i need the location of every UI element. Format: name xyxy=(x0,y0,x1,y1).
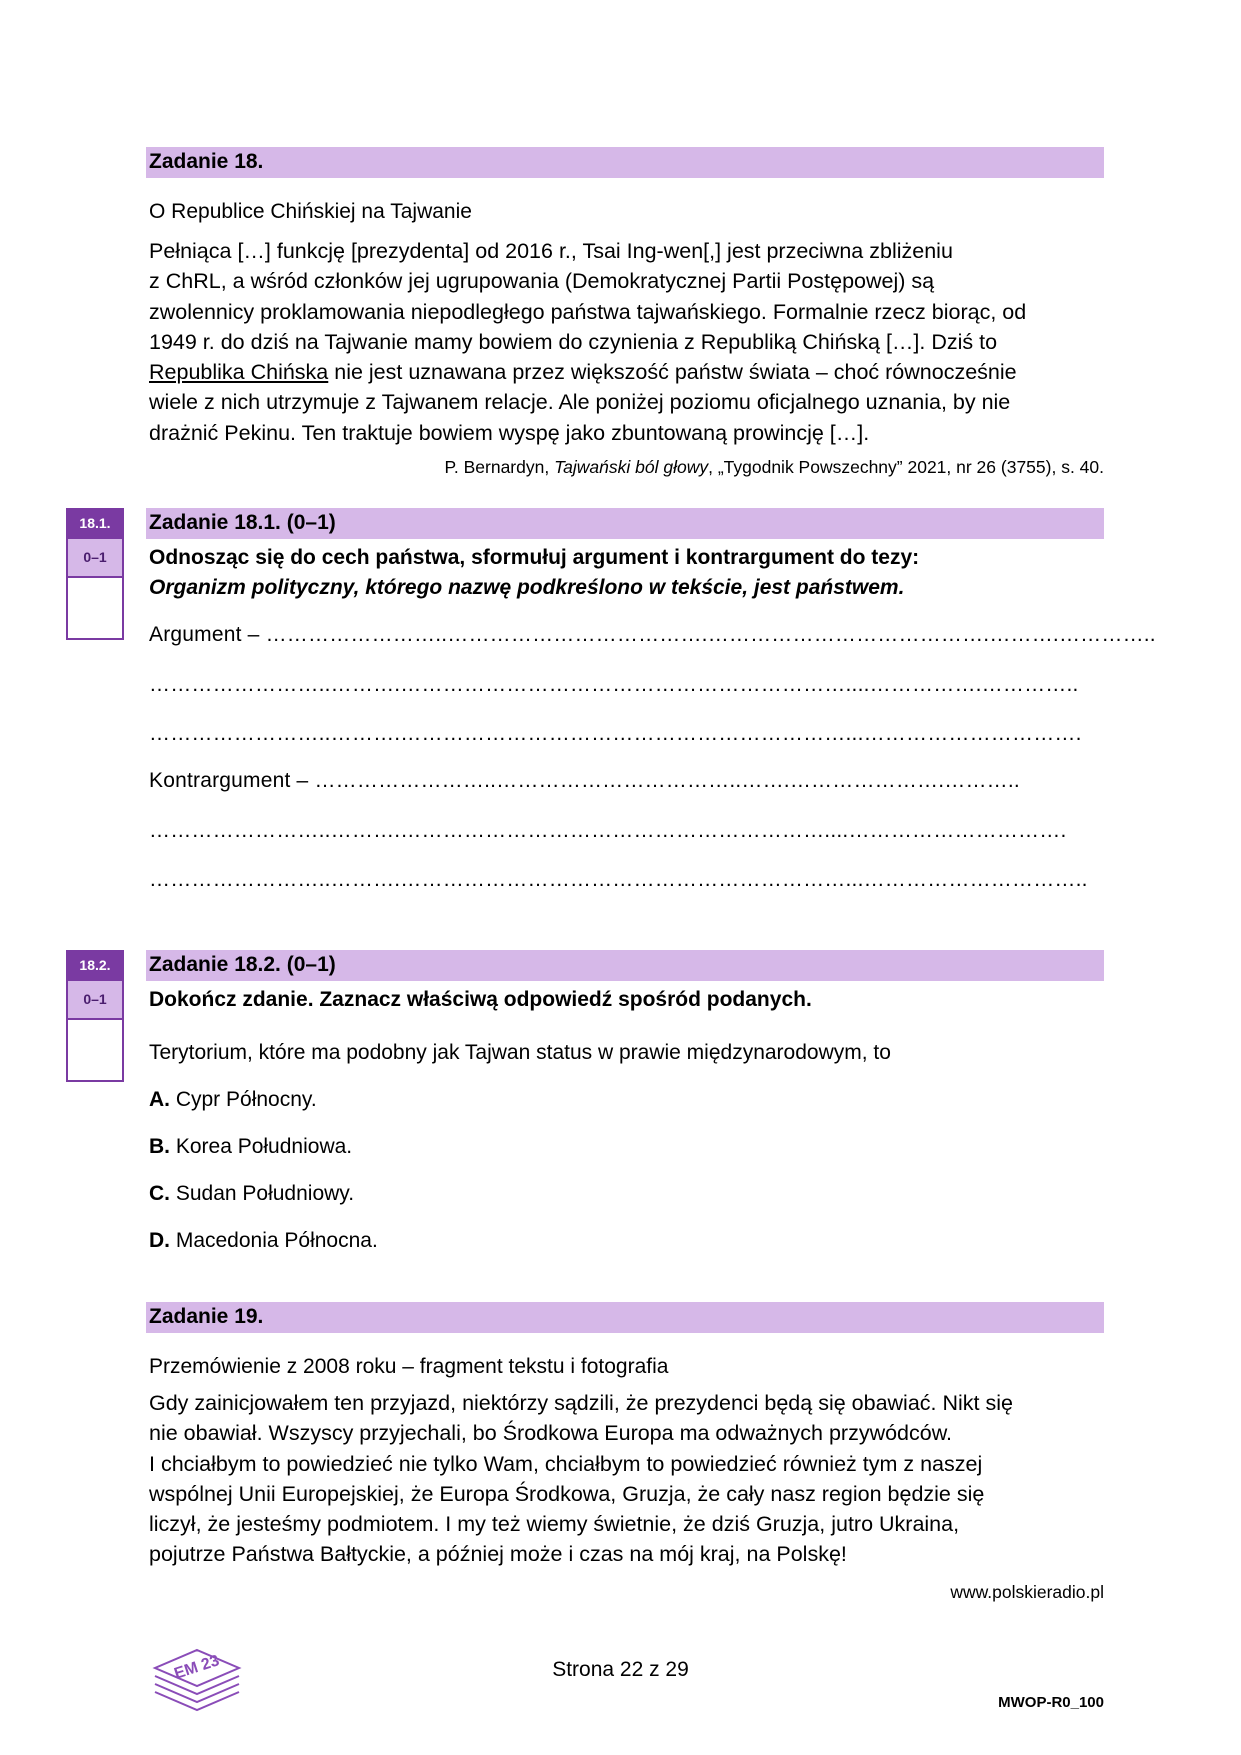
score-box-18-2 xyxy=(66,950,124,1082)
page-number: Strona 22 z 29 xyxy=(552,1658,689,1681)
text-line: 1949 r. do dziś na Tajwanie mamy bowiem do czynienia z Republiką Chińską […]. Dziś to xyxy=(149,329,998,354)
svg-text:EM 23: EM 23 xyxy=(172,1652,222,1683)
text-line: Republika Chińska nie jest uznawana przez większość państw świata – choć równocześnie xyxy=(149,360,1017,385)
score-field[interactable] xyxy=(68,1020,122,1080)
task19-source-title: Przemówienie z 2008 roku – fragment tekstu i fotografia xyxy=(149,1355,669,1378)
text-line: nie obawiał. Wszyscy przyjechali, bo Środkowa Europa ma odważnych przywódców. xyxy=(149,1421,953,1446)
option-d[interactable]: D. Macedonia Północna. xyxy=(149,1229,378,1252)
task18-2-question: Terytorium, które ma podobny jak Tajwan status w prawie międzynarodowym, to xyxy=(149,1041,891,1064)
score-box-18-1 xyxy=(66,508,124,640)
task18-1-title: Zadanie 18.1. (0–1) xyxy=(149,511,336,534)
document-code: MWOP-R0_100 xyxy=(998,1694,1104,1711)
task19-header-bar xyxy=(146,1302,1104,1333)
text-line: z ChRL, a wśród członków jej ugrupowania (Demokratycznej Partii Postępowej) są xyxy=(149,269,935,294)
option-a[interactable]: A. Cypr Północny. xyxy=(149,1088,317,1111)
text-line: drażnić Pekinu. Ten traktuje bowiem wyspę jako zbuntowaną prowincję […]. xyxy=(149,420,870,445)
text-line: zwolennicy proklamowania niepodległego państwa tajwańskiego. Formalnie rzecz biorąc, od xyxy=(149,299,1027,324)
task18-1-instruction: Odnosząc się do cech państwa, sformułuj argument i kontrargument do tezy: xyxy=(149,546,920,569)
answer-line[interactable]: ……………………..……….………………………………………………………....…………….………….. xyxy=(149,673,1079,696)
text-line: Gdy zainicjowałem ten przyjazd, niektórzy sądzili, że prezydenci będą się obawiać. Nikt się xyxy=(149,1391,1013,1415)
task18-1-thesis: Organizm polityczny, którego nazwę podkreślono w tekście, jest państwem. xyxy=(149,576,905,599)
answer-line[interactable]: ……………………..……….………………………………………………………...………………………….. xyxy=(149,868,1088,891)
counterargument-line[interactable]: Kontrargument – ……………………..……………………………..…….………………….……….. xyxy=(149,769,1020,792)
task19-source-text xyxy=(149,1388,1109,1570)
task18-2-instruction: Dokończ zdanie. Zaznacz właściwą odpowiedź spośród podanych. xyxy=(149,988,812,1011)
score-points: 0–1 xyxy=(68,979,122,1020)
task19-citation: www.polskieradio.pl xyxy=(950,1582,1104,1602)
score-points: 0–1 xyxy=(68,537,122,578)
score-field[interactable] xyxy=(68,578,122,638)
option-b[interactable]: B. Korea Południowa. xyxy=(149,1135,353,1158)
task18-citation: P. Bernardyn, Tajwański ból głowy, „Tygodnik Powszechny” 2021, nr 26 (3755), s. 40. xyxy=(444,457,1104,477)
answer-line[interactable]: ……………………..……….………………………………………………………...…………………………. xyxy=(149,722,1082,745)
score-number: 18.1. xyxy=(68,510,122,537)
score-number: 18.2. xyxy=(68,952,122,979)
text-line: pojutrze Państwa Bałtyckie, a później może i czas na mój kraj, na Polskę! xyxy=(149,1542,847,1567)
task18-source-text xyxy=(149,236,1109,448)
text-line: Pełniąca […] funkcję [prezydenta] od 2016 r., Tsai Ing-wen[,] jest przeciwna zbliżeniu xyxy=(149,239,953,263)
text-line: wiele z nich utrzymuje z Tajwanem relacje. Ale poniżej poziomu oficjalnego uznania, by nie xyxy=(149,390,1011,415)
text-line: wspólnej Unii Europejskiej, że Europa Środkowa, Gruzja, że cały nasz region będzie się xyxy=(149,1481,985,1506)
task18-title: Zadanie 18. xyxy=(149,150,264,173)
answer-line[interactable]: ……………………..……….……………………………………………………....…………………………. xyxy=(149,819,1067,842)
task18-source-title: O Republice Chińskiej na Tajwanie xyxy=(149,200,472,223)
underlined-term: Republika Chińska xyxy=(149,360,329,385)
task18-2-title: Zadanie 18.2. (0–1) xyxy=(149,953,336,976)
text-line: I chciałbym to powiedzieć nie tylko Wam, chciałbym to powiedzieć również tym z naszej xyxy=(149,1451,983,1476)
argument-line[interactable]: Argument – ……………………..……………………………….………………………………….……….………….. xyxy=(149,623,1156,646)
task18-header-bar xyxy=(146,147,1104,178)
task19-title: Zadanie 19. xyxy=(149,1305,264,1328)
option-c[interactable]: C. Sudan Południowy. xyxy=(149,1182,355,1205)
text-line: liczył, że jesteśmy podmiotem. I my też wiemy świetnie, że dziś Gruzja, jutro Ukraina, xyxy=(149,1512,960,1537)
